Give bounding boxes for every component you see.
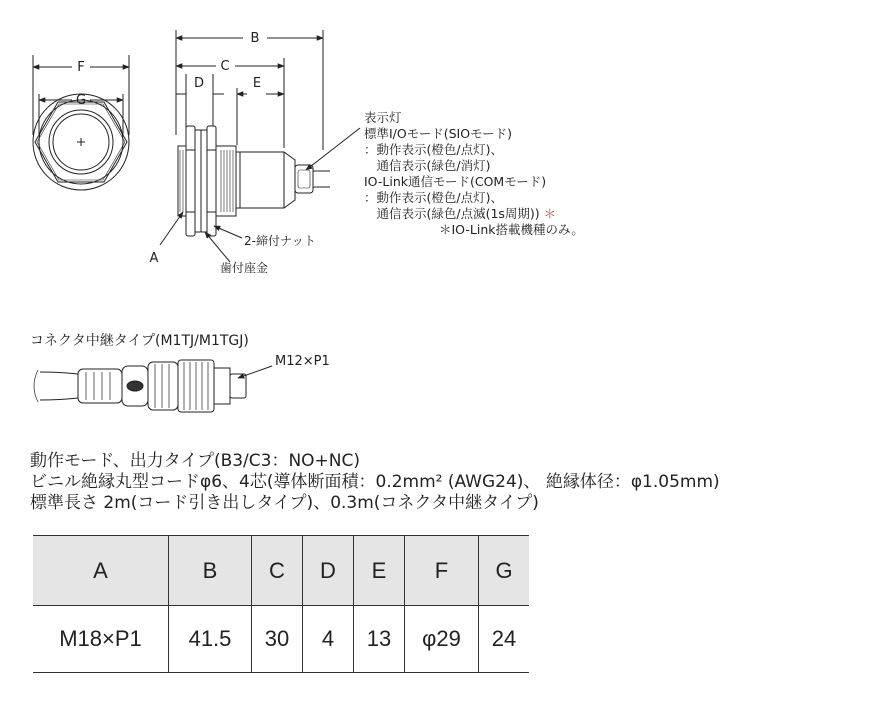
indicator-line: 通信表示(緑色/消灯) — [364, 158, 491, 173]
dim-label-b: B — [250, 31, 260, 46]
dim-label-g: G — [75, 93, 87, 108]
indicator-footnote: ＊IO-Link搭載機種のみ。 — [439, 222, 584, 237]
col-header: E — [354, 536, 405, 606]
table-cell: φ29 — [405, 606, 479, 673]
col-header: D — [303, 536, 354, 606]
col-header: A — [33, 536, 169, 606]
dim-label-c: C — [220, 59, 230, 74]
thread-label: M12×P1 — [275, 354, 330, 369]
col-header: G — [479, 536, 530, 606]
dimension-table — [33, 535, 529, 673]
table-cell: 30 — [252, 606, 303, 673]
indicator-line: 表示灯 — [364, 110, 402, 125]
dim-label-f: F — [77, 60, 85, 75]
table-cell: 4 — [303, 606, 354, 673]
indicator-line: 標準I/Oモード(SIOモード) — [364, 126, 512, 141]
col-header: B — [169, 536, 252, 606]
dim-label-a: A — [149, 251, 159, 266]
front-view — [33, 55, 129, 190]
note-line: ビニル絶縁丸型コードφ6、4芯(導体断面積：0.2mm² (AWG24)、 絶縁体径：φ1.05mm) — [30, 472, 720, 492]
table-header-row — [33, 536, 529, 606]
indicator-callout — [364, 110, 584, 238]
dimension-lines — [33, 30, 323, 150]
indicator-line — [364, 206, 584, 222]
connector-drawing — [34, 360, 272, 412]
washer-label: 歯付座金 — [220, 261, 269, 275]
dim-label-d: D — [193, 76, 205, 91]
col-header: C — [252, 536, 303, 606]
note-line: 動作モード、出力タイプ(B3/C3：NO+NC) — [30, 451, 361, 471]
nut-label: 2-締付ナット — [244, 234, 316, 248]
table-cell: 24 — [479, 606, 530, 673]
side-view — [178, 126, 330, 236]
connector-section-title: コネクタ中継タイプ(M1TJ/M1TGJ) — [30, 333, 249, 349]
table-row — [33, 606, 529, 673]
indicator-comm-text: 通信表示(緑色/点滅(1s周期)) — [364, 206, 540, 221]
indicator-line: ：動作表示(橙色/点灯)、 — [364, 142, 503, 157]
table-cell: 13 — [354, 606, 405, 673]
indicator-line: ：動作表示(橙色/点灯)、 — [364, 190, 503, 205]
asterisk-mark: ＊ — [543, 206, 557, 221]
note-line: 標準長さ 2m(コード引き出しタイプ)、0.3m(コネクタ中継タイプ) — [30, 493, 539, 513]
dim-label-e: E — [252, 76, 262, 91]
spec-notes — [30, 451, 720, 514]
table-cell: 41.5 — [169, 606, 252, 673]
table-cell: M18×P1 — [33, 606, 169, 673]
indicator-line: IO-Link通信モード(COMモード) — [364, 174, 547, 189]
col-header: F — [405, 536, 479, 606]
